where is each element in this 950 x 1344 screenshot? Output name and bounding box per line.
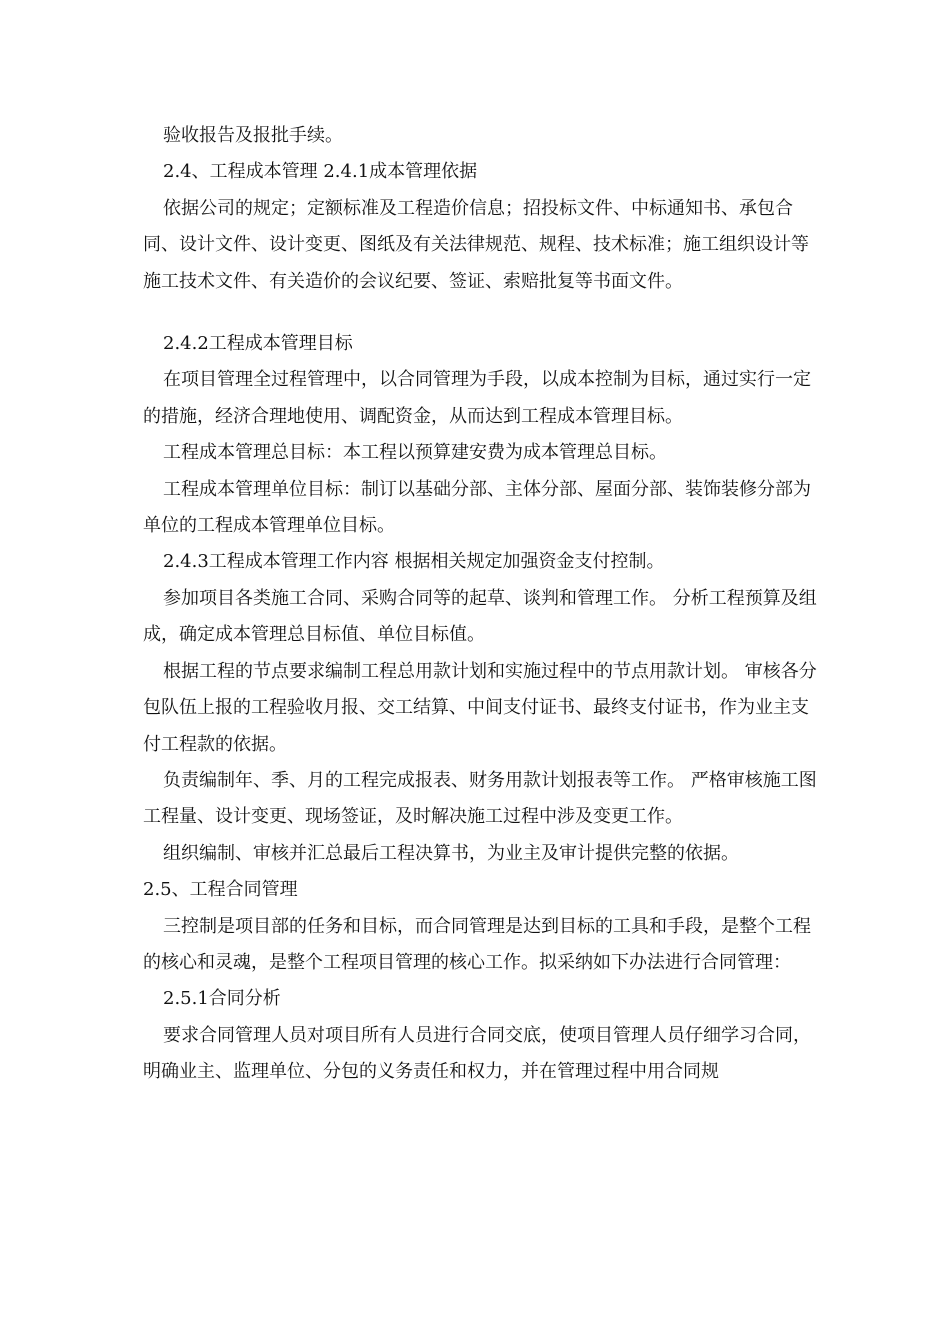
section-heading: 2.4、工程成本管理 2.4.1成本管理依据 [163, 161, 478, 183]
paragraph: 工程成本管理总目标：本工程以预算建安费为成本管理总目标。 [163, 442, 667, 464]
paragraph: 负责编制年、季、月的工程完成报表、财务用款计划报表等工作。 严格审核施工图工程量、设计变更、现场签证，及时解决施工过程中涉及变更工作。 [143, 769, 817, 828]
paragraph: 根据工程的节点要求编制工程总用款计划和实施过程中的节点用款计划。 审核各分包队伍上报的工程验收月报、交工结算、中间支付证书、最终支付证书，作为业主支付工程款的依据。 [143, 660, 817, 755]
paragraph: 验收报告及报批手续。 [163, 125, 343, 146]
paragraph: 三控制是项目部的任务和目标，而合同管理是达到目标的工具和手段，是整个工程的核心和灵魂，是整个工程项目管理的核心工作。拟采纳如下办法进行合同管理： [143, 915, 811, 973]
paragraph: 要求合同管理人员对项目所有人员进行合同交底，使项目管理人员仔细学习合同，明确业主、监理单位、分包的义务责任和权力，并在管理过程中用合同规 [143, 1024, 811, 1083]
section-heading: 2.5.1合同分析 [163, 988, 281, 1010]
paragraph: 在项目管理全过程管理中，以合同管理为手段，以成本控制为目标，通过实行一定的措施，经济合理地使用、调配资金，从而达到工程成本管理目标。 [143, 369, 811, 427]
paragraph: 工程成本管理单位目标：制订以基础分部、主体分部、屋面分部、装饰装修分部为单位的工程成本管理单位目标。 [143, 478, 811, 537]
section-heading: 2.5、工程合同管理 [143, 879, 298, 901]
paragraph: 组织编制、审核并汇总最后工程决算书，为业主及审计提供完整的依据。 [163, 842, 739, 864]
document-body [143, 118, 823, 1091]
section-heading: 2.4.2工程成本管理目标 [163, 333, 353, 355]
paragraph: 依据公司的规定；定额标准及工程造价信息；招投标文件、中标通知书、承包合同、设计文件、设计变更、图纸及有关法律规范、规程、技术标准；施工组织设计等施工技术文件、有关造价的会议纪要、签证、索赔批复等书面文件。 [143, 197, 809, 292]
section-heading: 2.4.3工程成本管理工作内容 根据相关规定加强资金支付控制。 [163, 551, 665, 573]
paragraph: 参加项目各类施工合同、采购合同等的起草、谈判和管理工作。 分析工程预算及组成，确定成本管理总目标值、单位目标值。 [143, 587, 817, 646]
